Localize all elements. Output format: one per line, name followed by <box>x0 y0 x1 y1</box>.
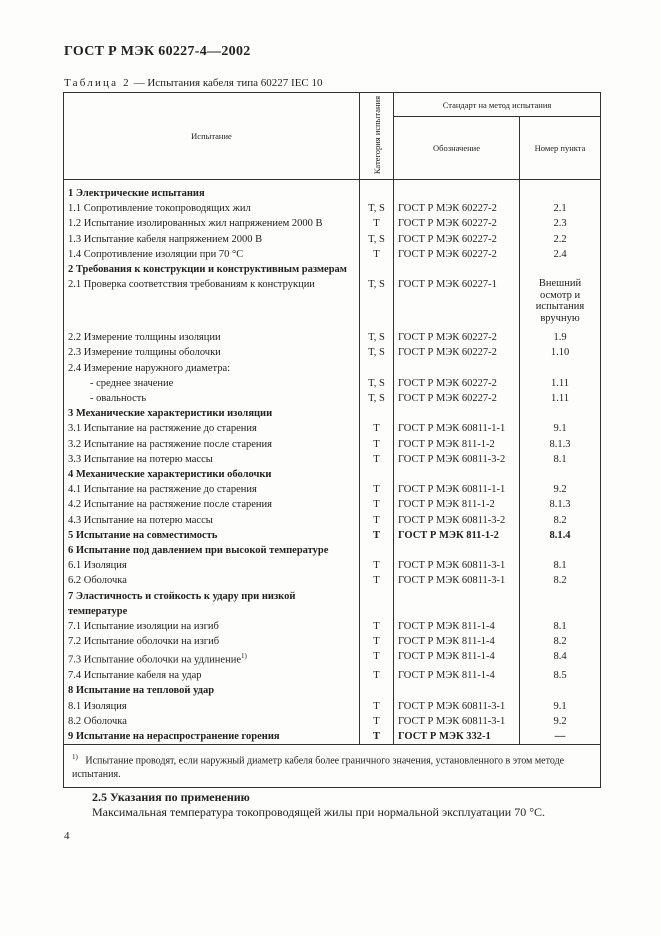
table-caption-text: — Испытания кабеля типа 60227 IEC 10 <box>133 77 323 89</box>
category-cell: T, S <box>360 201 394 216</box>
col-header-test: Испытание <box>64 93 360 180</box>
test-cell: 8.2 Оболочка <box>64 714 360 729</box>
category-cell: T <box>360 714 394 729</box>
table-row <box>64 452 601 467</box>
test-cell: 7 Эластичность и стойкость к удару при низкой температуре <box>64 589 360 619</box>
table-row <box>64 277 601 330</box>
table-section-row <box>64 406 601 421</box>
test-cell: 7.3 Испытание оболочки на удлинение$^{1)}$ <box>64 649 360 668</box>
test-cell: 7.2 Испытание оболочки на изгиб <box>64 634 360 649</box>
clause-cell: 8.5 <box>520 668 601 683</box>
clause-cell: Внешний осмотр и испытания вручную <box>520 277 601 330</box>
designation-cell: ГОСТ Р МЭК 60811-3-1 <box>394 573 520 588</box>
clause-cell: 8.1.3 <box>520 497 601 512</box>
clause-cell <box>520 589 601 619</box>
test-cell: 6.1 Изоляция <box>64 558 360 573</box>
clause-cell <box>520 406 601 421</box>
category-cell: T <box>360 247 394 262</box>
designation-cell: ГОСТ Р МЭК 60227-2 <box>394 391 520 406</box>
clause-cell: 2.3 <box>520 216 601 231</box>
clause-cell: 8.1 <box>520 452 601 467</box>
col-header-standard: Стандарт на метод испытания <box>394 93 601 117</box>
designation-cell: ГОСТ Р МЭК 60227-2 <box>394 345 520 360</box>
test-cell: - среднее значение <box>64 376 360 391</box>
table-row <box>64 573 601 588</box>
designation-cell: ГОСТ Р МЭК 60227-2 <box>394 201 520 216</box>
table-row <box>64 528 601 543</box>
test-cell: 7.1 Испытание изоляции на изгиб <box>64 619 360 634</box>
table-row <box>64 634 601 649</box>
table-row <box>64 668 601 683</box>
table-caption <box>64 77 323 89</box>
clause-cell <box>520 180 601 202</box>
clause-cell: 8.2 <box>520 513 601 528</box>
test-cell: 4 Механические характеристики оболочки <box>64 467 360 482</box>
category-cell: T <box>360 497 394 512</box>
test-cell: 3.2 Испытание на растяжение после старения <box>64 437 360 452</box>
category-cell: T <box>360 452 394 467</box>
category-cell <box>360 262 394 277</box>
table-section-row <box>64 543 601 558</box>
category-cell <box>360 180 394 202</box>
category-cell: T <box>360 437 394 452</box>
designation-cell <box>394 406 520 421</box>
category-cell: T, S <box>360 391 394 406</box>
category-cell <box>360 589 394 619</box>
designation-cell <box>394 180 520 202</box>
table-row <box>64 201 601 216</box>
clause-cell: 1.11 <box>520 391 601 406</box>
category-cell: T <box>360 619 394 634</box>
table-row <box>64 619 601 634</box>
table-row <box>64 421 601 436</box>
test-cell: 1.4 Сопротивление изоляции при 70 °С <box>64 247 360 262</box>
table-caption-label: Таблица 2 <box>64 77 131 89</box>
table-footnote: $^{1)}$ Испытание проводят, если наружный диаметр кабеля более граничного значения, установленного в этом методе испытания. <box>64 745 601 787</box>
table-row <box>64 513 601 528</box>
category-cell: T <box>360 729 394 745</box>
category-cell: T <box>360 573 394 588</box>
category-cell: T <box>360 699 394 714</box>
test-cell: 2.3 Измерение толщины оболочки <box>64 345 360 360</box>
category-cell: T, S <box>360 376 394 391</box>
table-row <box>64 361 601 376</box>
clause-cell: 8.4 <box>520 649 601 668</box>
test-cell: 9 Испытание на нераспространение горения <box>64 729 360 745</box>
test-cell: 6 Испытание под давлением при высокой температуре <box>64 543 360 558</box>
designation-cell <box>394 262 520 277</box>
test-cell: 4.3 Испытание на потерю массы <box>64 513 360 528</box>
test-cell: 3.3 Испытание на потерю массы <box>64 452 360 467</box>
test-table <box>63 92 601 788</box>
clause-cell: — <box>520 729 601 745</box>
designation-cell <box>394 361 520 376</box>
designation-cell: ГОСТ Р МЭК 811-1-2 <box>394 528 520 543</box>
clause-cell: 8.2 <box>520 573 601 588</box>
designation-cell: ГОСТ Р МЭК 811-1-4 <box>394 619 520 634</box>
table-row <box>64 558 601 573</box>
table-row <box>64 714 601 729</box>
table-row <box>64 216 601 231</box>
category-cell: T <box>360 421 394 436</box>
table-section-row <box>64 683 601 698</box>
category-cell: T, S <box>360 232 394 247</box>
category-cell: T <box>360 634 394 649</box>
category-cell: T <box>360 216 394 231</box>
designation-cell <box>394 589 520 619</box>
category-cell: T <box>360 668 394 683</box>
footnote-mark: 1) <box>241 652 247 661</box>
clause-cell <box>520 543 601 558</box>
test-cell: 2.2 Измерение толщины изоляции <box>64 330 360 345</box>
clause-cell: 8.1.4 <box>520 528 601 543</box>
category-cell <box>360 361 394 376</box>
clause-cell <box>520 361 601 376</box>
designation-cell: ГОСТ Р МЭК 811-1-4 <box>394 668 520 683</box>
table-row <box>64 699 601 714</box>
test-cell: 3 Механические характеристики изоляции <box>64 406 360 421</box>
table-row <box>64 729 601 745</box>
designation-cell: ГОСТ Р МЭК 60811-3-1 <box>394 699 520 714</box>
category-cell: T, S <box>360 345 394 360</box>
table-row <box>64 482 601 497</box>
test-cell: 1.2 Испытание изолированных жил напряжением 2000 В <box>64 216 360 231</box>
clause-cell: 8.1.3 <box>520 437 601 452</box>
designation-cell: ГОСТ Р МЭК 60227-2 <box>394 216 520 231</box>
designation-cell: ГОСТ Р МЭК 60811-3-1 <box>394 558 520 573</box>
test-cell: 4.2 Испытание на растяжение после старения <box>64 497 360 512</box>
test-cell: 6.2 Оболочка <box>64 573 360 588</box>
category-cell <box>360 406 394 421</box>
clause-cell: 8.1 <box>520 558 601 573</box>
designation-cell: ГОСТ Р МЭК 60227-2 <box>394 330 520 345</box>
clause-cell: 2.2 <box>520 232 601 247</box>
category-cell <box>360 683 394 698</box>
clause-cell: 1.10 <box>520 345 601 360</box>
category-cell: T <box>360 528 394 543</box>
test-cell: 2.1 Проверка соответствия требованиям к конструкции <box>64 277 360 330</box>
section-title: 2.5 Указания по применению <box>92 790 250 804</box>
clause-cell: 1.11 <box>520 376 601 391</box>
category-cell: T, S <box>360 330 394 345</box>
designation-cell: ГОСТ Р МЭК 60227-1 <box>394 277 520 330</box>
designation-cell: ГОСТ Р МЭК 60811-3-2 <box>394 513 520 528</box>
test-cell: 1 Электрические испытания <box>64 180 360 202</box>
category-cell: T <box>360 513 394 528</box>
table-section-row <box>64 180 601 202</box>
clause-cell <box>520 262 601 277</box>
table-section-row <box>64 262 601 277</box>
clause-cell <box>520 467 601 482</box>
table-row <box>64 376 601 391</box>
table-row <box>64 232 601 247</box>
clause-cell: 1.9 <box>520 330 601 345</box>
clause-cell: 9.1 <box>520 421 601 436</box>
designation-cell: ГОСТ Р МЭК 60811-3-1 <box>394 714 520 729</box>
designation-cell <box>394 543 520 558</box>
test-cell: 4.1 Испытание на растяжение до старения <box>64 482 360 497</box>
page-number: 4 <box>64 830 70 842</box>
table-row <box>64 391 601 406</box>
table-row <box>64 345 601 360</box>
test-cell: 1.3 Испытание кабеля напряжением 2000 В <box>64 232 360 247</box>
test-cell: - овальность <box>64 391 360 406</box>
designation-cell: ГОСТ Р МЭК 811-1-2 <box>394 437 520 452</box>
table-row <box>64 330 601 345</box>
table-row <box>64 497 601 512</box>
col-header-designation: Обозначение <box>394 117 520 180</box>
test-cell: 3.1 Испытание на растяжение до старения <box>64 421 360 436</box>
test-cell: 8 Испытание на тепловой удар <box>64 683 360 698</box>
clause-cell <box>520 683 601 698</box>
designation-cell <box>394 467 520 482</box>
category-cell: T <box>360 649 394 668</box>
col-header-clause: Номер пункта <box>520 117 601 180</box>
category-cell: T <box>360 482 394 497</box>
category-cell: T, S <box>360 277 394 330</box>
designation-cell: ГОСТ Р МЭК 811-1-2 <box>394 497 520 512</box>
test-cell: 2.4 Измерение наружного диаметра: <box>64 361 360 376</box>
table-section-row <box>64 589 601 619</box>
designation-cell: ГОСТ Р МЭК 60811-3-2 <box>394 452 520 467</box>
test-cell: 7.4 Испытание кабеля на удар <box>64 668 360 683</box>
designation-cell: ГОСТ Р МЭК 60227-2 <box>394 232 520 247</box>
test-cell: 5 Испытание на совместимость <box>64 528 360 543</box>
clause-cell: 8.2 <box>520 634 601 649</box>
category-cell <box>360 543 394 558</box>
designation-cell: ГОСТ Р МЭК 60811-1-1 <box>394 482 520 497</box>
category-cell <box>360 467 394 482</box>
clause-cell: 2.1 <box>520 201 601 216</box>
table-body <box>64 180 601 745</box>
designation-cell: ГОСТ Р МЭК 811-1-4 <box>394 634 520 649</box>
clause-cell: 9.2 <box>520 714 601 729</box>
table-row <box>64 247 601 262</box>
designation-cell: ГОСТ Р МЭК 60811-1-1 <box>394 421 520 436</box>
designation-cell: ГОСТ Р МЭК 60227-2 <box>394 376 520 391</box>
category-cell: T <box>360 558 394 573</box>
section-text: Максимальная температура токопроводящей жилы при нормальной эксплуатации 70 °С. <box>92 805 546 819</box>
clause-cell: 8.1 <box>520 619 601 634</box>
test-cell: 2 Требования к конструкции и конструктивным размерам <box>64 262 360 277</box>
document-header: ГОСТ Р МЭК 60227-4—2002 <box>64 44 251 59</box>
designation-cell: ГОСТ Р МЭК 60227-2 <box>394 247 520 262</box>
test-cell: 8.1 Изоляция <box>64 699 360 714</box>
table-row <box>64 649 601 668</box>
clause-cell: 9.2 <box>520 482 601 497</box>
test-cell: 1.1 Сопротивление токопроводящих жил <box>64 201 360 216</box>
clause-cell: 9.1 <box>520 699 601 714</box>
designation-cell <box>394 683 520 698</box>
table-section-row <box>64 467 601 482</box>
designation-cell: ГОСТ Р МЭК 811-1-4 <box>394 649 520 668</box>
table-row <box>64 437 601 452</box>
designation-cell: ГОСТ Р МЭК 332-1 <box>394 729 520 745</box>
col-header-category: Категория испытания <box>360 93 394 180</box>
clause-cell: 2.4 <box>520 247 601 262</box>
